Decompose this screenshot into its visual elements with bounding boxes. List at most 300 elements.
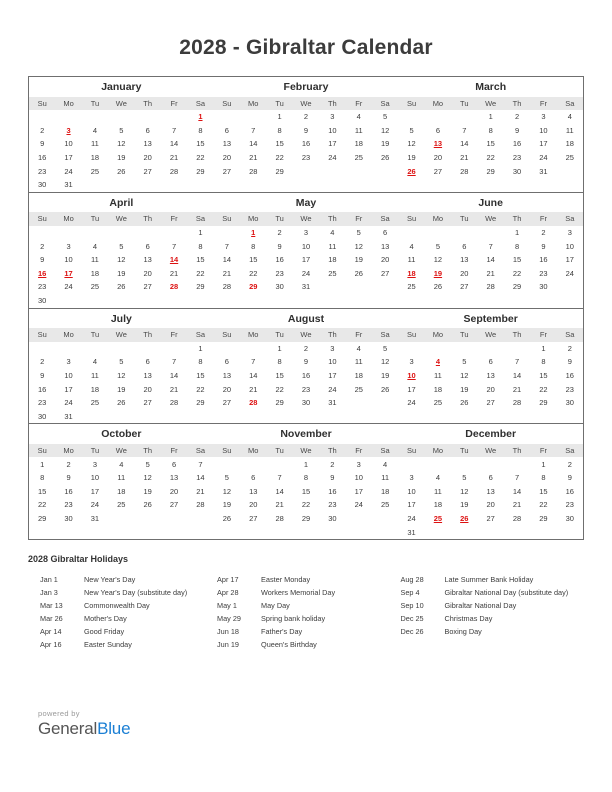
day-cell[interactable]: 21: [512, 500, 522, 510]
day-cell[interactable]: 1: [277, 343, 282, 353]
day-cell[interactable]: 26: [407, 166, 416, 176]
day-cell[interactable]: 23: [38, 282, 47, 292]
day-cell[interactable]: 2: [541, 228, 546, 238]
day-cell[interactable]: 15: [512, 255, 522, 265]
day-cell[interactable]: 11: [91, 255, 99, 265]
day-cell[interactable]: 4: [330, 228, 335, 238]
day-cell[interactable]: 2: [303, 343, 309, 353]
day-cell[interactable]: 19: [143, 486, 152, 496]
day-cell[interactable]: 3: [409, 473, 414, 483]
day-cell[interactable]: 12: [222, 486, 232, 496]
day-cell[interactable]: 5: [383, 112, 388, 122]
day-cell[interactable]: 2: [567, 459, 572, 469]
day-cell[interactable]: 1: [514, 228, 520, 238]
day-cell[interactable]: 1: [488, 112, 493, 122]
day-cell[interactable]: 2: [40, 357, 45, 367]
day-cell[interactable]: 17: [64, 153, 73, 163]
day-cell[interactable]: 12: [460, 370, 469, 380]
day-cell[interactable]: 16: [565, 486, 574, 496]
day-cell[interactable]: 11: [91, 139, 99, 149]
day-cell[interactable]: 17: [64, 268, 73, 278]
day-cell[interactable]: 29: [196, 282, 205, 292]
day-cell[interactable]: 23: [565, 384, 574, 394]
day-cell[interactable]: 25: [380, 500, 390, 510]
day-cell[interactable]: 15: [38, 486, 47, 496]
day-cell[interactable]: 19: [354, 255, 363, 265]
day-cell[interactable]: 10: [328, 125, 337, 135]
day-cell[interactable]: 8: [277, 357, 282, 367]
day-cell[interactable]: 14: [460, 139, 469, 149]
day-cell[interactable]: 22: [275, 384, 284, 394]
day-cell[interactable]: 25: [90, 282, 100, 292]
day-cell[interactable]: 6: [462, 241, 467, 251]
day-cell[interactable]: 21: [196, 486, 205, 496]
day-cell[interactable]: 5: [119, 241, 124, 251]
day-cell[interactable]: 19: [460, 384, 469, 394]
day-cell[interactable]: 22: [196, 153, 205, 163]
day-cell[interactable]: 27: [143, 166, 152, 176]
day-cell[interactable]: 4: [409, 241, 414, 251]
day-cell[interactable]: 1: [303, 459, 309, 469]
day-cell[interactable]: 24: [64, 166, 73, 176]
day-cell[interactable]: 31: [301, 282, 311, 292]
day-cell[interactable]: 3: [356, 459, 361, 469]
day-cell[interactable]: 1: [40, 459, 45, 469]
day-cell[interactable]: 26: [117, 398, 126, 408]
day-cell[interactable]: 3: [66, 241, 71, 251]
day-cell[interactable]: 24: [64, 398, 73, 408]
day-cell[interactable]: 6: [171, 459, 177, 469]
day-cell[interactable]: 28: [486, 282, 495, 292]
day-cell[interactable]: 22: [539, 500, 548, 510]
day-cell[interactable]: 16: [275, 255, 284, 265]
day-cell[interactable]: 12: [354, 241, 363, 251]
day-cell[interactable]: 9: [567, 473, 572, 483]
day-cell[interactable]: 10: [301, 241, 311, 251]
day-cell[interactable]: 30: [539, 282, 548, 292]
day-cell[interactable]: 21: [249, 153, 258, 163]
day-cell[interactable]: 11: [407, 255, 416, 265]
day-cell[interactable]: 12: [117, 370, 126, 380]
day-cell[interactable]: 11: [434, 486, 442, 496]
day-cell[interactable]: 10: [64, 139, 73, 149]
day-cell[interactable]: 9: [40, 370, 45, 380]
day-cell[interactable]: 12: [143, 473, 152, 483]
day-cell[interactable]: 12: [117, 139, 126, 149]
day-cell[interactable]: 29: [275, 398, 284, 408]
day-cell[interactable]: 10: [539, 125, 548, 135]
day-cell[interactable]: 29: [539, 513, 548, 523]
day-cell[interactable]: 26: [380, 384, 390, 394]
day-cell[interactable]: 18: [380, 486, 390, 496]
day-cell[interactable]: 20: [222, 384, 232, 394]
day-cell[interactable]: 16: [328, 486, 337, 496]
day-cell[interactable]: 19: [380, 139, 390, 149]
day-cell[interactable]: 2: [303, 112, 309, 122]
day-cell[interactable]: 8: [198, 241, 203, 251]
day-cell[interactable]: 28: [169, 166, 179, 176]
day-cell[interactable]: 12: [380, 125, 390, 135]
day-cell[interactable]: 14: [169, 370, 179, 380]
day-cell[interactable]: 6: [488, 357, 493, 367]
day-cell[interactable]: 7: [514, 473, 520, 483]
day-cell[interactable]: 6: [383, 228, 388, 238]
day-cell[interactable]: 21: [275, 500, 284, 510]
day-cell[interactable]: 22: [301, 500, 311, 510]
day-cell[interactable]: 31: [328, 398, 337, 408]
day-cell[interactable]: 30: [328, 513, 337, 523]
day-cell[interactable]: 7: [224, 241, 229, 251]
day-cell[interactable]: 17: [354, 486, 363, 496]
day-cell[interactable]: 29: [38, 513, 47, 523]
day-cell[interactable]: 6: [145, 241, 150, 251]
day-cell[interactable]: 23: [64, 500, 73, 510]
day-cell[interactable]: 16: [512, 139, 522, 149]
day-cell[interactable]: 25: [433, 398, 443, 408]
day-cell[interactable]: 20: [169, 486, 179, 496]
day-cell[interactable]: 17: [301, 255, 311, 265]
day-cell[interactable]: 25: [565, 153, 574, 163]
day-cell[interactable]: 21: [460, 153, 469, 163]
day-cell[interactable]: 26: [117, 282, 126, 292]
day-cell[interactable]: 15: [301, 486, 311, 496]
day-cell[interactable]: 29: [275, 166, 284, 176]
day-cell[interactable]: 26: [222, 513, 232, 523]
day-cell[interactable]: 11: [328, 241, 337, 251]
day-cell[interactable]: 20: [143, 384, 152, 394]
day-cell[interactable]: 12: [380, 357, 390, 367]
day-cell[interactable]: 18: [90, 384, 100, 394]
day-cell[interactable]: 20: [249, 500, 258, 510]
day-cell[interactable]: 13: [486, 486, 495, 496]
day-cell[interactable]: 3: [567, 228, 572, 238]
day-cell[interactable]: 3: [541, 112, 546, 122]
day-cell[interactable]: 18: [565, 139, 574, 149]
day-cell[interactable]: 15: [249, 255, 258, 265]
day-cell[interactable]: 23: [565, 500, 574, 510]
day-cell[interactable]: 30: [64, 513, 73, 523]
day-cell[interactable]: 17: [64, 384, 73, 394]
day-cell[interactable]: 25: [328, 268, 337, 278]
day-cell[interactable]: 28: [512, 513, 522, 523]
day-cell[interactable]: 24: [64, 282, 73, 292]
day-cell[interactable]: 6: [488, 473, 493, 483]
day-cell[interactable]: 8: [541, 357, 546, 367]
day-cell[interactable]: 18: [433, 500, 443, 510]
day-cell[interactable]: 28: [169, 282, 179, 292]
day-cell[interactable]: 16: [38, 384, 47, 394]
day-cell[interactable]: 8: [514, 241, 520, 251]
day-cell[interactable]: 31: [64, 411, 73, 421]
day-cell[interactable]: 31: [64, 180, 73, 190]
day-cell[interactable]: 11: [565, 125, 574, 135]
day-cell[interactable]: 13: [143, 370, 152, 380]
day-cell[interactable]: 6: [224, 357, 229, 367]
day-cell[interactable]: 13: [433, 139, 443, 149]
day-cell[interactable]: 20: [433, 153, 443, 163]
day-cell[interactable]: 20: [486, 500, 495, 510]
day-cell[interactable]: 15: [196, 370, 205, 380]
day-cell[interactable]: 13: [143, 139, 152, 149]
day-cell[interactable]: 16: [301, 370, 311, 380]
day-cell[interactable]: 25: [407, 282, 416, 292]
day-cell[interactable]: 27: [433, 166, 443, 176]
day-cell[interactable]: 14: [249, 370, 258, 380]
day-cell[interactable]: 15: [275, 139, 284, 149]
day-cell[interactable]: 2: [277, 228, 282, 238]
day-cell[interactable]: 24: [328, 153, 337, 163]
day-cell[interactable]: 16: [539, 255, 548, 265]
day-cell[interactable]: 20: [143, 268, 152, 278]
day-cell[interactable]: 19: [407, 153, 416, 163]
day-cell[interactable]: 14: [196, 473, 205, 483]
day-cell[interactable]: 27: [460, 282, 469, 292]
day-cell[interactable]: 9: [330, 473, 335, 483]
day-cell[interactable]: 14: [512, 486, 522, 496]
day-cell[interactable]: 27: [380, 268, 390, 278]
day-cell[interactable]: 4: [119, 459, 124, 469]
day-cell[interactable]: 14: [512, 370, 522, 380]
day-cell[interactable]: 24: [90, 500, 100, 510]
day-cell[interactable]: 13: [486, 370, 495, 380]
day-cell[interactable]: 15: [539, 486, 548, 496]
day-cell[interactable]: 5: [119, 125, 124, 135]
day-cell[interactable]: 10: [565, 241, 574, 251]
day-cell[interactable]: 23: [328, 500, 337, 510]
day-cell[interactable]: 4: [435, 357, 440, 367]
day-cell[interactable]: 10: [64, 370, 73, 380]
day-cell[interactable]: 26: [460, 513, 469, 523]
day-cell[interactable]: 18: [354, 139, 363, 149]
day-cell[interactable]: 30: [512, 166, 522, 176]
day-cell[interactable]: 17: [328, 370, 337, 380]
day-cell[interactable]: 26: [433, 282, 443, 292]
day-cell[interactable]: 7: [514, 357, 520, 367]
day-cell[interactable]: 16: [38, 153, 47, 163]
day-cell[interactable]: 10: [90, 473, 100, 483]
day-cell[interactable]: 25: [90, 166, 100, 176]
day-cell[interactable]: 3: [92, 459, 98, 469]
day-cell[interactable]: 11: [434, 370, 442, 380]
day-cell[interactable]: 27: [143, 398, 152, 408]
day-cell[interactable]: 3: [409, 357, 414, 367]
day-cell[interactable]: 27: [143, 282, 152, 292]
day-cell[interactable]: 9: [303, 357, 309, 367]
day-cell[interactable]: 1: [251, 228, 256, 238]
day-cell[interactable]: 18: [407, 268, 416, 278]
day-cell[interactable]: 14: [249, 139, 258, 149]
day-cell[interactable]: 29: [196, 398, 205, 408]
day-cell[interactable]: 27: [486, 398, 495, 408]
day-cell[interactable]: 4: [92, 125, 98, 135]
day-cell[interactable]: 5: [462, 357, 467, 367]
day-cell[interactable]: 10: [64, 255, 73, 265]
day-cell[interactable]: 7: [198, 459, 203, 469]
day-cell[interactable]: 11: [91, 370, 99, 380]
day-cell[interactable]: 4: [92, 357, 98, 367]
day-cell[interactable]: 9: [541, 241, 546, 251]
day-cell[interactable]: 24: [407, 513, 416, 523]
day-cell[interactable]: 11: [117, 473, 126, 483]
day-cell[interactable]: 23: [301, 153, 311, 163]
day-cell[interactable]: 9: [277, 241, 282, 251]
day-cell[interactable]: 26: [380, 153, 390, 163]
day-cell[interactable]: 16: [301, 139, 311, 149]
day-cell[interactable]: 28: [222, 282, 232, 292]
day-cell[interactable]: 21: [249, 384, 258, 394]
day-cell[interactable]: 29: [539, 398, 548, 408]
day-cell[interactable]: 7: [488, 241, 493, 251]
day-cell[interactable]: 14: [169, 139, 179, 149]
day-cell[interactable]: 19: [222, 500, 232, 510]
day-cell[interactable]: 4: [356, 343, 361, 353]
day-cell[interactable]: 9: [514, 125, 520, 135]
day-cell[interactable]: 6: [145, 357, 150, 367]
day-cell[interactable]: 21: [222, 268, 232, 278]
day-cell[interactable]: 22: [249, 268, 258, 278]
day-cell[interactable]: 18: [433, 384, 443, 394]
day-cell[interactable]: 24: [354, 500, 363, 510]
day-cell[interactable]: 21: [169, 384, 179, 394]
day-cell[interactable]: 30: [38, 180, 47, 190]
day-cell[interactable]: 29: [486, 166, 495, 176]
day-cell[interactable]: 16: [64, 486, 73, 496]
day-cell[interactable]: 13: [380, 241, 390, 251]
day-cell[interactable]: 8: [251, 241, 256, 251]
day-cell[interactable]: 8: [277, 125, 282, 135]
day-cell[interactable]: 17: [565, 255, 574, 265]
day-cell[interactable]: 8: [198, 125, 203, 135]
day-cell[interactable]: 24: [407, 398, 416, 408]
day-cell[interactable]: 11: [354, 125, 363, 135]
day-cell[interactable]: 8: [541, 473, 546, 483]
day-cell[interactable]: 2: [40, 241, 45, 251]
day-cell[interactable]: 4: [435, 473, 440, 483]
day-cell[interactable]: 31: [539, 166, 548, 176]
day-cell[interactable]: 6: [224, 125, 229, 135]
day-cell[interactable]: 14: [486, 255, 495, 265]
day-cell[interactable]: 27: [249, 513, 258, 523]
day-cell[interactable]: 26: [117, 166, 126, 176]
day-cell[interactable]: 8: [198, 357, 203, 367]
day-cell[interactable]: 7: [277, 473, 282, 483]
day-cell[interactable]: 30: [38, 411, 47, 421]
day-cell[interactable]: 27: [222, 166, 232, 176]
day-cell[interactable]: 18: [328, 255, 337, 265]
day-cell[interactable]: 13: [222, 370, 232, 380]
day-cell[interactable]: 25: [354, 384, 363, 394]
day-cell[interactable]: 10: [328, 357, 337, 367]
day-cell[interactable]: 25: [90, 398, 100, 408]
day-cell[interactable]: 5: [462, 473, 467, 483]
day-cell[interactable]: 12: [407, 139, 416, 149]
day-cell[interactable]: 2: [66, 459, 71, 469]
day-cell[interactable]: 29: [249, 282, 258, 292]
day-cell[interactable]: 4: [92, 241, 98, 251]
day-cell[interactable]: 7: [171, 241, 177, 251]
day-cell[interactable]: 29: [301, 513, 311, 523]
day-cell[interactable]: 11: [381, 473, 389, 483]
day-cell[interactable]: 3: [330, 112, 335, 122]
day-cell[interactable]: 11: [354, 357, 363, 367]
day-cell[interactable]: 13: [169, 473, 179, 483]
day-cell[interactable]: 2: [40, 125, 45, 135]
day-cell[interactable]: 20: [380, 255, 390, 265]
day-cell[interactable]: 13: [460, 255, 469, 265]
day-cell[interactable]: 18: [90, 153, 100, 163]
day-cell[interactable]: 23: [275, 268, 284, 278]
day-cell[interactable]: 4: [567, 112, 572, 122]
day-cell[interactable]: 19: [117, 268, 126, 278]
day-cell[interactable]: 22: [539, 384, 548, 394]
day-cell[interactable]: 15: [275, 370, 284, 380]
day-cell[interactable]: 22: [196, 268, 205, 278]
day-cell[interactable]: 7: [251, 357, 256, 367]
day-cell[interactable]: 5: [224, 473, 229, 483]
day-cell[interactable]: 4: [356, 112, 361, 122]
day-cell[interactable]: 28: [249, 166, 258, 176]
day-cell[interactable]: 1: [198, 343, 203, 353]
day-cell[interactable]: 9: [66, 473, 71, 483]
day-cell[interactable]: 22: [196, 384, 205, 394]
day-cell[interactable]: 5: [435, 241, 440, 251]
day-cell[interactable]: 6: [435, 125, 440, 135]
day-cell[interactable]: 13: [222, 139, 232, 149]
day-cell[interactable]: 26: [460, 398, 469, 408]
day-cell[interactable]: 30: [275, 282, 284, 292]
day-cell[interactable]: 27: [169, 500, 179, 510]
day-cell[interactable]: 24: [539, 153, 548, 163]
day-cell[interactable]: 19: [460, 500, 469, 510]
day-cell[interactable]: 21: [169, 268, 179, 278]
day-cell[interactable]: 17: [90, 486, 100, 496]
day-cell[interactable]: 5: [383, 343, 388, 353]
day-cell[interactable]: 18: [354, 370, 363, 380]
day-cell[interactable]: 19: [380, 370, 390, 380]
day-cell[interactable]: 28: [169, 398, 179, 408]
day-cell[interactable]: 14: [222, 255, 232, 265]
day-cell[interactable]: 21: [169, 153, 179, 163]
day-cell[interactable]: 19: [117, 384, 126, 394]
day-cell[interactable]: 9: [40, 139, 45, 149]
day-cell[interactable]: 9: [40, 255, 45, 265]
day-cell[interactable]: 10: [407, 370, 416, 380]
day-cell[interactable]: 1: [198, 228, 203, 238]
day-cell[interactable]: 28: [512, 398, 522, 408]
day-cell[interactable]: 24: [565, 268, 574, 278]
day-cell[interactable]: 6: [145, 125, 150, 135]
day-cell[interactable]: 21: [512, 384, 522, 394]
day-cell[interactable]: 25: [433, 513, 443, 523]
day-cell[interactable]: 15: [196, 139, 205, 149]
day-cell[interactable]: 7: [171, 357, 177, 367]
day-cell[interactable]: 15: [539, 370, 548, 380]
day-cell[interactable]: 20: [460, 268, 469, 278]
day-cell[interactable]: 23: [38, 398, 47, 408]
day-cell[interactable]: 24: [328, 384, 337, 394]
day-cell[interactable]: 19: [117, 153, 126, 163]
day-cell[interactable]: 16: [38, 268, 47, 278]
day-cell[interactable]: 17: [407, 384, 416, 394]
day-cell[interactable]: 28: [460, 166, 469, 176]
day-cell[interactable]: 10: [407, 486, 416, 496]
day-cell[interactable]: 29: [196, 166, 205, 176]
day-cell[interactable]: 30: [38, 296, 47, 305]
day-cell[interactable]: 7: [462, 125, 467, 135]
day-cell[interactable]: 5: [356, 228, 361, 238]
day-cell[interactable]: 22: [38, 500, 47, 510]
day-cell[interactable]: 17: [539, 139, 548, 149]
